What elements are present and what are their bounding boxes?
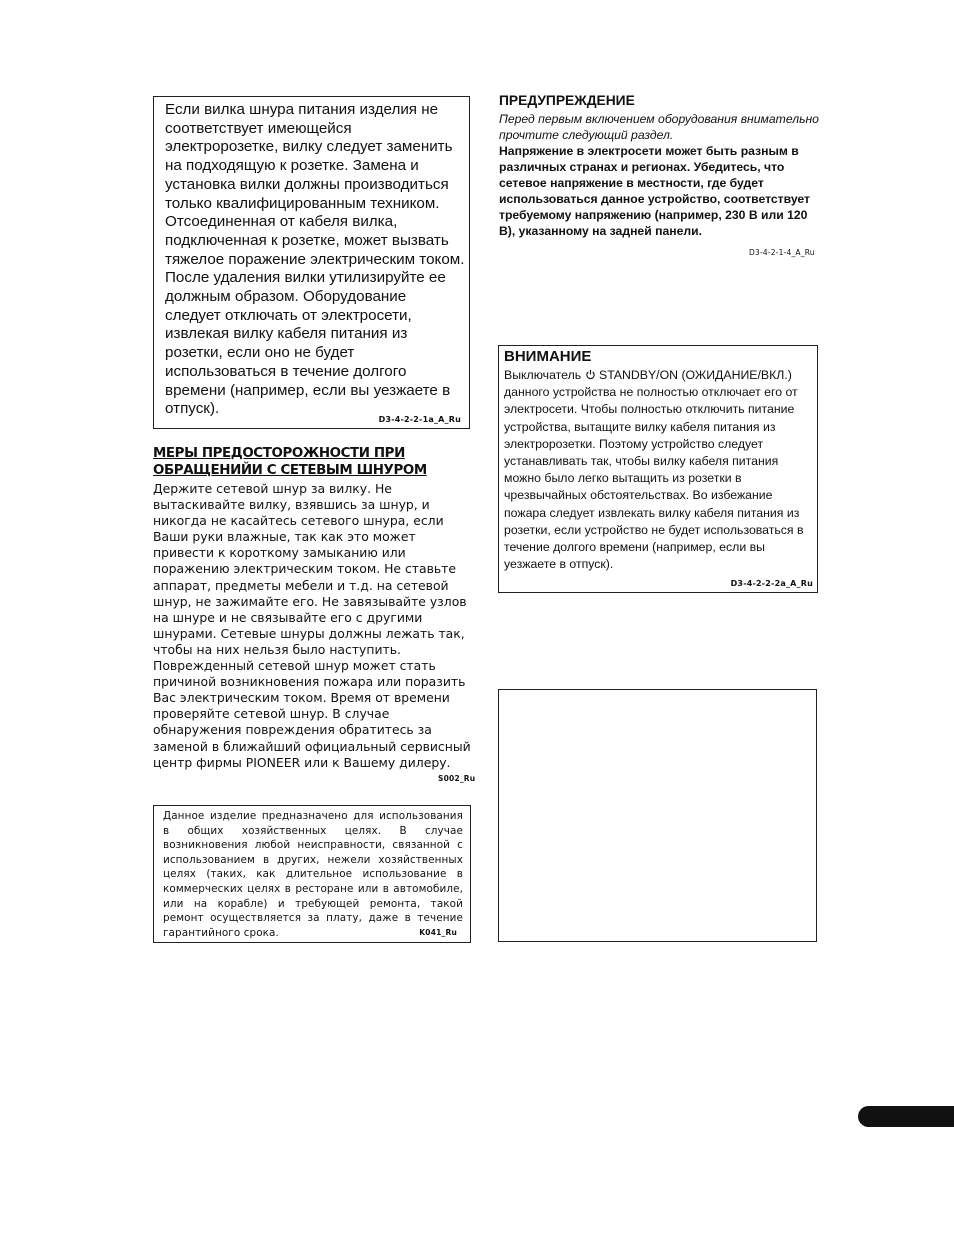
cord-section-code: S002_Ru: [438, 774, 476, 783]
plug-replacement-notice: [153, 96, 470, 429]
page-tab: [858, 1106, 954, 1127]
plug-notice-code: D3-4-2-2-1a_A_Ru: [378, 415, 461, 424]
warning-intro: Перед первым включением оборудования внимательно прочтите следующий раздел.: [499, 112, 819, 142]
attention-code: D3-4-2-2-2a_A_Ru: [730, 579, 813, 588]
empty-frame: [498, 689, 817, 942]
warning-title: ПРЕДУПРЕЖДЕНИЕ: [499, 93, 635, 108]
power-icon: [585, 369, 596, 380]
warning-code: D3-4-2-1-4_A_Ru: [749, 248, 815, 257]
cord-section-heading: МЕРЫ ПРЕДОСТОРОЖНОСТИ ПРИ ОБРАЩЕНИЙИ С СЕТЕВЫМ ШНУРОМ: [153, 446, 427, 478]
household-use-notice: [153, 805, 471, 943]
attention-title: ВНИМАНИЕ: [504, 348, 592, 365]
attention-text-before: Выключатель: [504, 368, 585, 382]
attention-text: [504, 367, 814, 573]
cord-section-text: Держите сетевой шнур за вилку. Не вытаскивайте вилку, взявшись за шнур, и никогда не касайтесь сетевого шнура, если Ваши руки влажные, так как это может привести к короткому замыканию или поражению электрическим током. Не ставьте аппарат, предметы мебели и т.д. на сетевой шнур, не зажимайте его. Не завязывайте узлов на шнуре и не связывайте его с другими шнурами. Сетевые шнуры должны лежать так, чтобы на них нельзя было наступить. Поврежденный сетевой шнур может стать причиной возникновения пожара или поразить Вас электрическим током. Время от времени проверяйте сетевой шнур. В случае обнаружения повреждения обратитесь за заменой в ближайший официальный сервисный центр фирмы PIONEER или к Вашему дилеру.: [153, 481, 471, 770]
household-notice-text: Данное изделие предназначено для использования в общих хозяйственных целях. В случае возникновения любой неисправности, связанной с использованием в других, нежели хозяйственных целях (таких, как длительное использование в коммерческих целях в ресторане или в автомобиле, или на корабле) и требующей ремонта, такой ремонт осуществляется за плату, даже в течение гарантийного срока.: [163, 810, 463, 939]
plug-notice-text: Если вилка шнура питания изделия не соответствует имеющейся электророзетке, вилку следует заменить на подходящую к розетке. Замена и установка вилки должны производиться только квалифицированным техником. Отсоединенная от кабеля вилка, подключенная к розетке, может вызвать тяжелое поражение электрическим током. После удаления вилки утилизируйте ее должным образом. Оборудование следует отключать от электросети, извлекая вилку кабеля питания из розетки, если оно не будет использоваться в течение долгого времени (например, если вы уезжаете в отпуск).: [165, 101, 465, 418]
warning-voltage-text: Напряжение в электросети может быть разным в различных странах и регионах. Убедитесь, что сетевое напряжение в местности, где будет использоваться данное устройство, соответствует требуемому напряжению (например, 230 В или 120 В), указанному на задней панели.: [499, 144, 811, 239]
attention-box: [498, 345, 818, 593]
attention-text-after: STANDBY/ON (ОЖИДАНИЕ/ВКЛ.) данного устройства не полностью отключает его от электросети. Чтобы полностью отключить питание устройства, вытащите вилку кабеля питания из электророзетки. Поэтому устройство следует устанавливать так, чтобы вилку кабеля питания можно было легко вытащить из розетки в чрезвычайных обстоятельствах. Во избежание пожара следует извлекать вилку кабеля питания из розетки, если устройство не будет использоваться в течение долгого времени (например, если вы уезжаете в отпуск).: [504, 368, 804, 572]
household-notice-code: K041_Ru: [419, 928, 457, 937]
